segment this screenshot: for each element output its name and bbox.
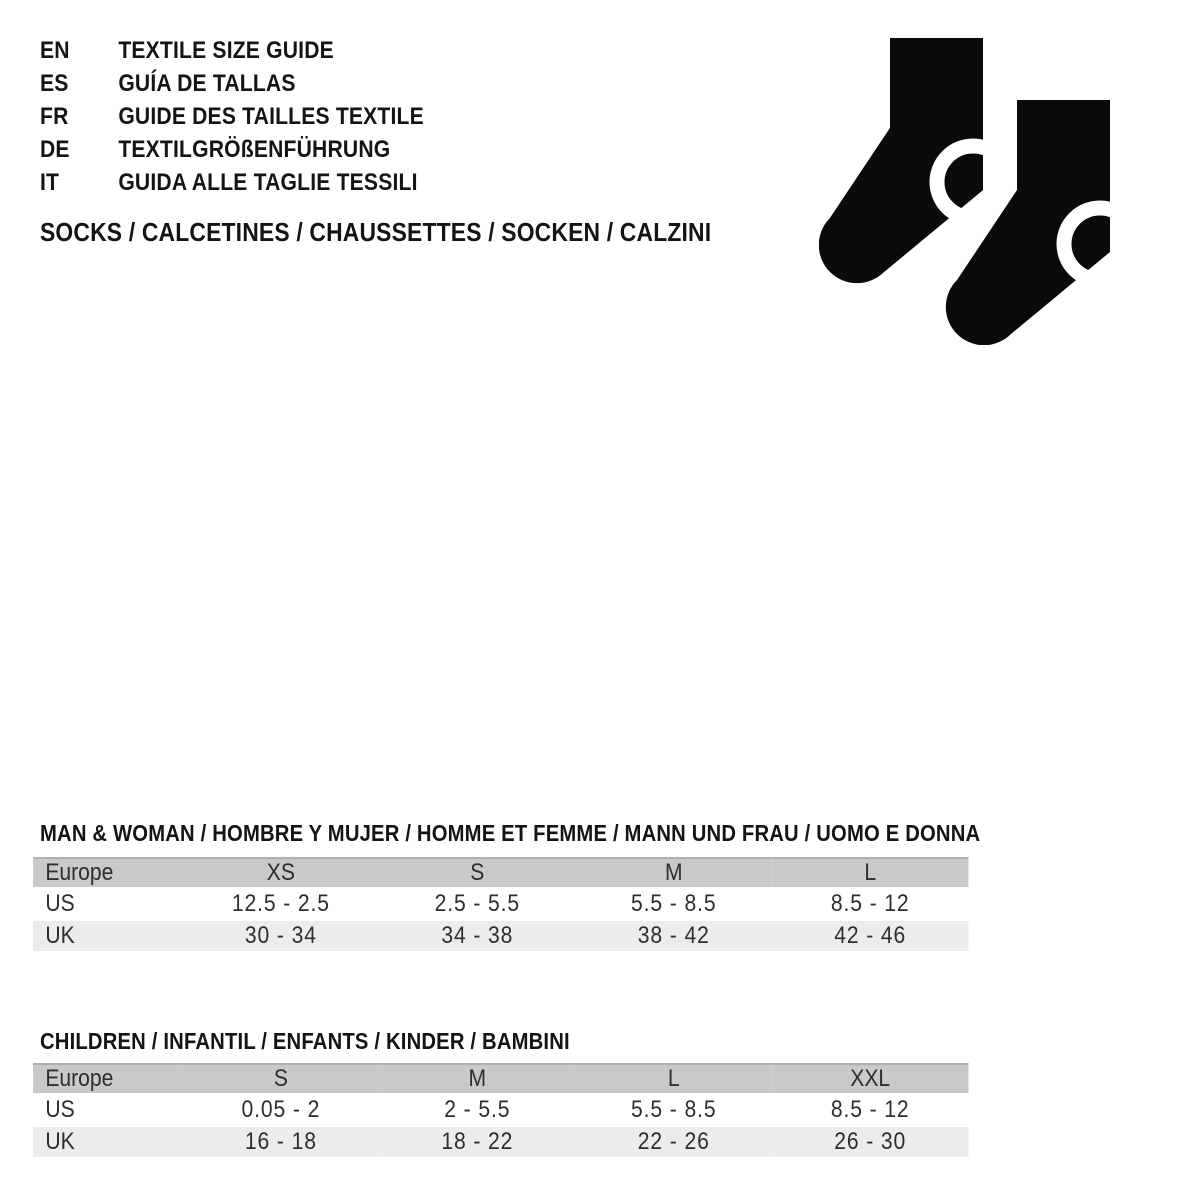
category-heading: SOCKS / CALCETINES / CHAUSSETTES / SOCKEN / CALZINI (40, 217, 712, 247)
size-cell: 30 - 34 (183, 921, 379, 951)
column-header: Europe (33, 1063, 183, 1093)
size-cell: 22 - 26 (576, 1127, 772, 1157)
column-header: M (379, 1063, 575, 1093)
language-guide (40, 34, 424, 199)
size-cell: 34 - 38 (379, 921, 575, 951)
language-label: TEXTILE SIZE GUIDE (118, 36, 334, 64)
language-row (40, 34, 424, 67)
language-row (40, 67, 424, 100)
column-header: XS (183, 857, 379, 887)
table-title-adults: MAN & WOMAN / HOMBRE Y MUJER / HOMME ET FEMME / MANN UND FRAU / UOMO E DONNA (40, 820, 981, 846)
size-cell: 8.5 - 12 (830, 890, 910, 917)
table-header-row (33, 857, 968, 887)
size-cell: 2 - 5.5 (444, 1096, 511, 1123)
language-code: IT (40, 168, 60, 196)
size-cell: 26 - 30 (772, 1127, 968, 1157)
language-label: GUÍA DE TALLAS (118, 69, 296, 97)
size-cell: 12.5 - 2.5 (231, 890, 330, 917)
language-row (40, 166, 424, 199)
language-code: DE (40, 135, 70, 163)
language-label: GUIDE DES TAILLES TEXTILE (118, 102, 424, 130)
column-header: Europe (33, 857, 183, 887)
row-label: UK (33, 921, 183, 951)
size-cell: 18 - 22 (379, 1127, 575, 1157)
language-code: EN (40, 36, 70, 64)
table-header-row (33, 1063, 968, 1093)
language-row (40, 133, 424, 166)
column-header: L (576, 1063, 772, 1093)
size-table-children-wrap (33, 1061, 968, 1159)
socks-icon (819, 38, 1110, 345)
size-cell: 5.5 - 8.5 (631, 1096, 717, 1123)
size-cell: 2.5 - 5.5 (434, 890, 521, 917)
table-row (33, 1095, 968, 1125)
table-title-children: CHILDREN / INFANTIL / ENFANTS / KINDER / BAMBINI (40, 1028, 570, 1054)
table-row (33, 921, 968, 951)
table-row (33, 1127, 968, 1157)
column-header: XXL (772, 1063, 968, 1093)
size-cell: 16 - 18 (183, 1127, 379, 1157)
size-cell: 42 - 46 (772, 921, 968, 951)
size-cell: 38 - 42 (576, 921, 772, 951)
size-cell: 0.05 - 2 (241, 1096, 321, 1123)
language-label: GUIDA ALLE TAGLIE TESSILI (118, 168, 418, 196)
language-code: ES (40, 69, 69, 97)
size-cell: 8.5 - 12 (830, 1096, 910, 1123)
column-header: S (183, 1063, 379, 1093)
language-code: FR (40, 102, 69, 130)
language-row (40, 100, 424, 133)
table-row (33, 889, 968, 919)
row-label: UK (33, 1127, 183, 1157)
size-table-adults (33, 855, 968, 953)
size-table-adults-wrap (33, 855, 968, 953)
column-header: M (576, 857, 772, 887)
column-header: L (772, 857, 968, 887)
size-cell: 5.5 - 8.5 (631, 890, 717, 917)
column-header: S (379, 857, 575, 887)
row-label: US (45, 1096, 75, 1123)
row-label: US (45, 890, 75, 917)
language-label: TEXTILGRÖßENFÜHRUNG (118, 135, 391, 163)
size-table-children (33, 1061, 968, 1159)
